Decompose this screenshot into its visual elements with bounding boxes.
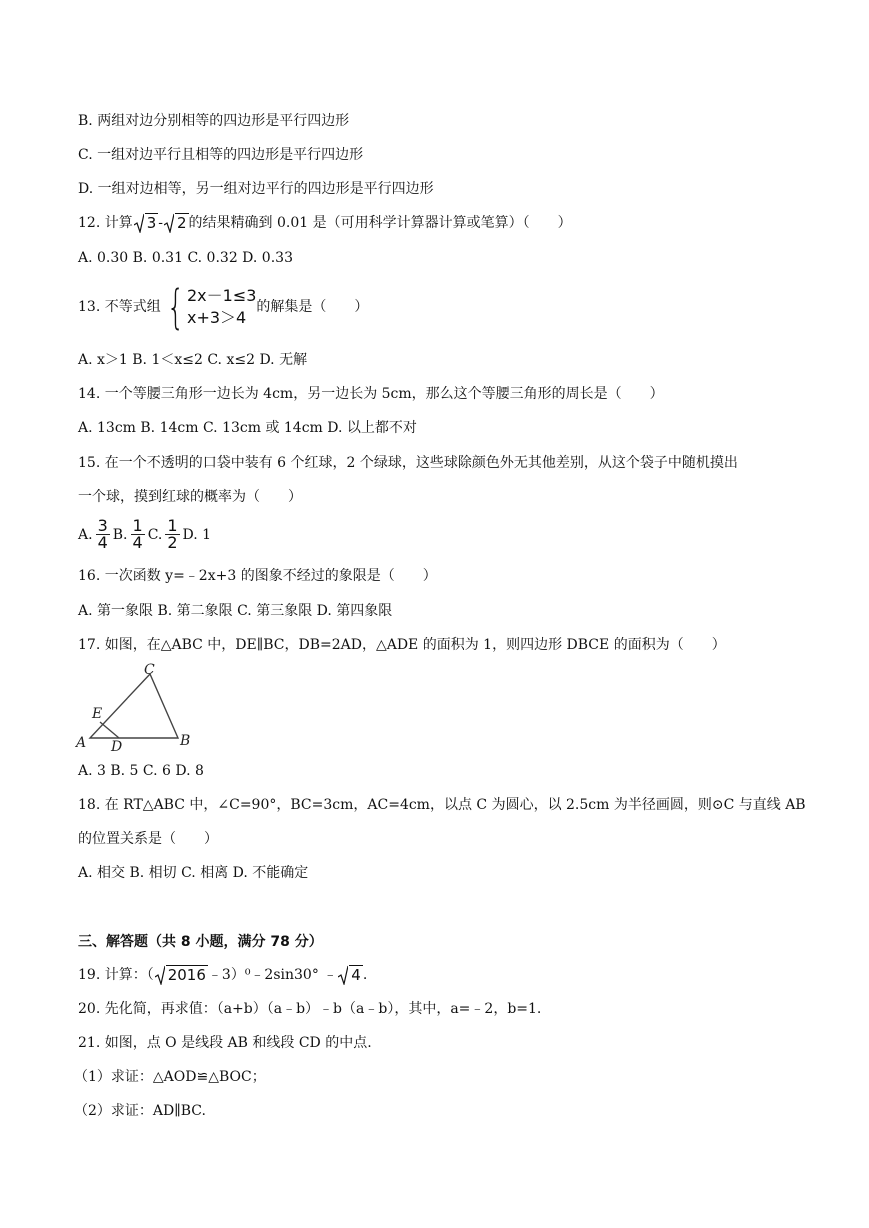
option-15c-label: C. [147, 526, 163, 543]
question-14: 14. 一个等腰三角形一边长为 4cm，另一边长为 5cm，那么这个等腰三角形的周长是（ ） [78, 386, 664, 402]
question-18-line2: 的位置关系是（ ） [78, 831, 218, 847]
q13-suffix: 的解集是（ ） [256, 299, 369, 315]
option-11d: D. 一组对边相等，另一组对边平行的四边形是平行四边形 [78, 181, 434, 197]
question-19 [78, 965, 367, 985]
sqrt-2 [163, 213, 189, 233]
option-11b: B. 两组对边分别相等的四边形是平行四边形 [78, 113, 350, 129]
question-20: 20. 先化简，再求值：（a+b）（a﹣b）﹣b（a﹣b），其中，a=﹣2，b=1. [78, 1001, 542, 1017]
q19-end: . [362, 967, 368, 983]
brace-icon: { [166, 280, 185, 334]
q12-minus: - [158, 215, 163, 231]
denominator: 4 [97, 533, 108, 552]
sqrt-4 [337, 965, 363, 985]
sqrt-3 [133, 213, 159, 233]
fraction-1-2 [165, 518, 179, 551]
options-18: A. 相交 B. 相切 C. 相离 D. 不能确定 [78, 865, 309, 881]
triangle-figure [74, 662, 194, 752]
label-e: E [92, 706, 103, 722]
sqrt-2-value: 2 [177, 214, 187, 232]
question-13 [78, 280, 369, 334]
sqrt-2016-value: 2016 [167, 966, 206, 984]
section-3-heading: 三、解答题（共 8 小题，满分 78 分） [78, 934, 323, 950]
question-16: 16. 一次函数 y=﹣2x+3 的图象不经过的象限是（ ） [78, 568, 437, 584]
question-21-part1: （1）求证：△AOD≌△BOC； [74, 1069, 266, 1085]
fraction-1-4 [131, 518, 145, 551]
options-12: A. 0.30 B. 0.31 C. 0.32 D. 0.33 [78, 250, 293, 266]
inequality-row-1: 2x－1≤3 [187, 286, 257, 305]
option-15b-label: B. [112, 526, 128, 543]
triangle-abc [90, 674, 178, 738]
question-15-line1: 15. 在一个不透明的口袋中装有 6 个红球，2 个绿球，这些球除颜色外无其他差别，从这个袋子中随机摸出 [78, 455, 738, 471]
sqrt-4-value: 4 [351, 966, 361, 984]
options-16: A. 第一象限 B. 第二象限 C. 第三象限 D. 第四象限 [78, 603, 393, 619]
option-15a-label: A. [78, 526, 93, 543]
label-a: A [76, 735, 87, 751]
segment-de [100, 722, 119, 738]
denominator: 4 [132, 533, 143, 552]
question-12 [78, 213, 572, 233]
question-18-line1: 18. 在 RT△ABC 中，∠C=90°，BC=3cm，AC=4cm，以点 C 为圆心，以 2.5cm 为半径画圆，则⊙C 与直线 AB [78, 797, 806, 813]
question-15-line2: 一个球，摸到红球的概率为（ ） [78, 489, 302, 505]
inequality-row-2: x+3＞4 [187, 308, 247, 327]
options-15 [78, 518, 211, 551]
question-21-part2: （2）求证：AD∥BC. [74, 1103, 206, 1119]
options-14: A. 13cm B. 14cm C. 13cm 或 14cm D. 以上都不对 [78, 420, 417, 436]
question-21: 21. 如图，点 O 是线段 AB 和线段 CD 的中点. [78, 1035, 372, 1051]
label-c: C [144, 662, 155, 678]
option-11c: C. 一组对边平行且相等的四边形是平行四边形 [78, 147, 364, 163]
q12-suffix: 的结果精确到 0.01 是（可用科学计算器计算或笔算）（ ） [188, 215, 572, 231]
numerator: 1 [132, 516, 143, 535]
fraction-3-4 [96, 518, 110, 551]
inequality-system [161, 280, 257, 334]
numerator: 1 [167, 516, 178, 535]
denominator: 2 [167, 533, 178, 552]
q19-prefix: 19. 计算：（ [78, 967, 154, 983]
sqrt-3-value: 3 [146, 214, 157, 232]
numerator: 3 [97, 516, 108, 535]
option-15d-label: D. 1 [182, 526, 212, 543]
options-17: A. 3 B. 5 C. 6 D. 8 [78, 763, 204, 779]
sqrt-2016 [154, 965, 208, 985]
question-17: 17. 如图，在△ABC 中，DE∥BC，DB=2AD，△ADE 的面积为 1，则四边形 DBCE 的面积为（ ） [78, 637, 726, 653]
label-b: B [180, 733, 191, 749]
q13-prefix: 13. 不等式组 [78, 299, 161, 315]
q12-prefix: 12. 计算 [78, 215, 133, 231]
options-13: A. x＞1 B. 1＜x≤2 C. x≤2 D. 无解 [78, 352, 308, 368]
label-d: D [111, 739, 123, 752]
q19-middle: ﹣3）⁰﹣2sin30° ﹣ [207, 967, 338, 983]
